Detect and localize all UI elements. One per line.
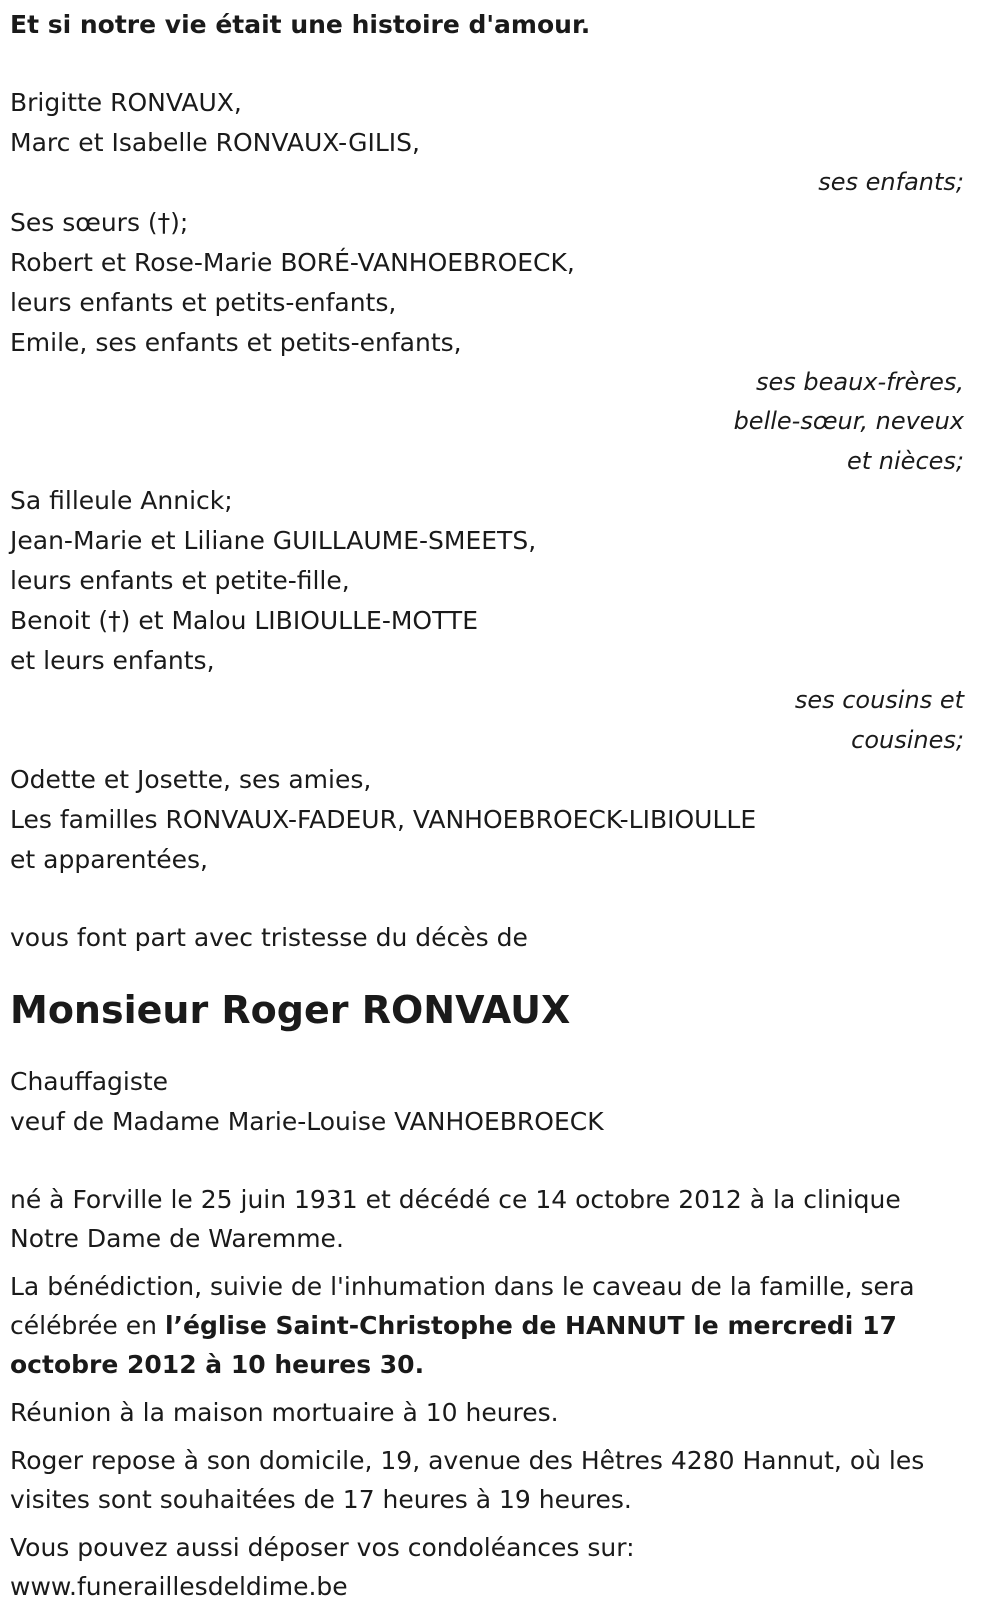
relationship-label: belle-sœur, neveux [733, 407, 964, 435]
deceased-name: Monsieur Roger RONVAUX [10, 988, 571, 1032]
spacer [10, 45, 964, 83]
family-line: Ses sœurs (†); [10, 207, 189, 237]
relationship-label: et nièces; [847, 446, 964, 475]
relationship-label: ses beaux-frères, [755, 367, 964, 396]
children-section [10, 83, 964, 203]
spacer [10, 1142, 964, 1180]
reunion-details: Réunion à la maison mortuaire à 10 heures. [10, 1398, 559, 1427]
visit-details: Roger repose à son domicile, 19, avenue des Hêtres 4280 Hannut, où les visites sont souhaitées de 17 heures à 19 heures. [10, 1446, 925, 1514]
condolences-block [10, 1528, 964, 1606]
cousins-section [10, 481, 964, 760]
family-line: Emile, ses enfants et petits-enfants, [10, 327, 462, 357]
profession: Chauffagiste [10, 1067, 169, 1096]
relationship-label: ses enfants; [818, 168, 964, 196]
widower-of: veuf de Madame Marie-Louise VANHOEBROECK [10, 1107, 604, 1136]
family-line: et apparentées, [10, 845, 208, 874]
family-line: Benoit (†) et Malou LIBIOULLE-MOTTE [10, 606, 478, 635]
ceremony-location-time: l’église Saint-Christophe de HANNUT le mercredi 17 octobre 2012 à 10 heures 30. [10, 1311, 897, 1379]
family-line: Brigitte RONVAUX, [10, 88, 242, 117]
in-laws-section [10, 203, 964, 482]
ceremony-intro: La bénédiction, suivie de l'inhumation dans le caveau de la famille, sera célébrée en [10, 1272, 915, 1340]
family-line: leurs enfants et petite-fille, [10, 566, 350, 595]
family-line: leurs enfants et petits-enfants, [10, 287, 397, 317]
family-line: Jean-Marie et Liliane GUILLAUME-SMEETS, [10, 526, 537, 555]
family-line: Odette et Josette, ses amies, [10, 765, 372, 794]
obituary-notice [0, 5, 1000, 1616]
others-section [10, 760, 964, 880]
family-line: Sa filleule Annick; [10, 486, 233, 515]
family-line: Marc et Isabelle RONVAUX-GILIS, [10, 128, 420, 157]
ceremony-details [10, 1267, 964, 1384]
notice-heading: Et si notre vie était une histoire d'amour. [10, 10, 591, 39]
family-line: Robert et Rose-Marie BORÉ-VANHOEBROECK, [10, 247, 575, 277]
family-line: Les familles RONVAUX-FADEUR, VANHOEBROECK-LIBIOULLE [10, 805, 757, 834]
family-line: et leurs enfants, [10, 646, 215, 675]
birth-death-details: né à Forville le 25 juin 1931 et décédé ce 14 octobre 2012 à la clinique Notre Dame de Waremme. [10, 1185, 901, 1253]
condolences-website-link[interactable]: www.funeraillesdeldime.be [10, 1572, 348, 1601]
spacer [10, 880, 964, 918]
relationship-label: cousines; [851, 725, 964, 754]
condolences-text: Vous pouvez aussi déposer vos condoléances sur: [10, 1533, 635, 1562]
announcement-text: vous font part avec tristesse du décès de [10, 923, 528, 952]
relationship-label: ses cousins et [794, 686, 964, 714]
